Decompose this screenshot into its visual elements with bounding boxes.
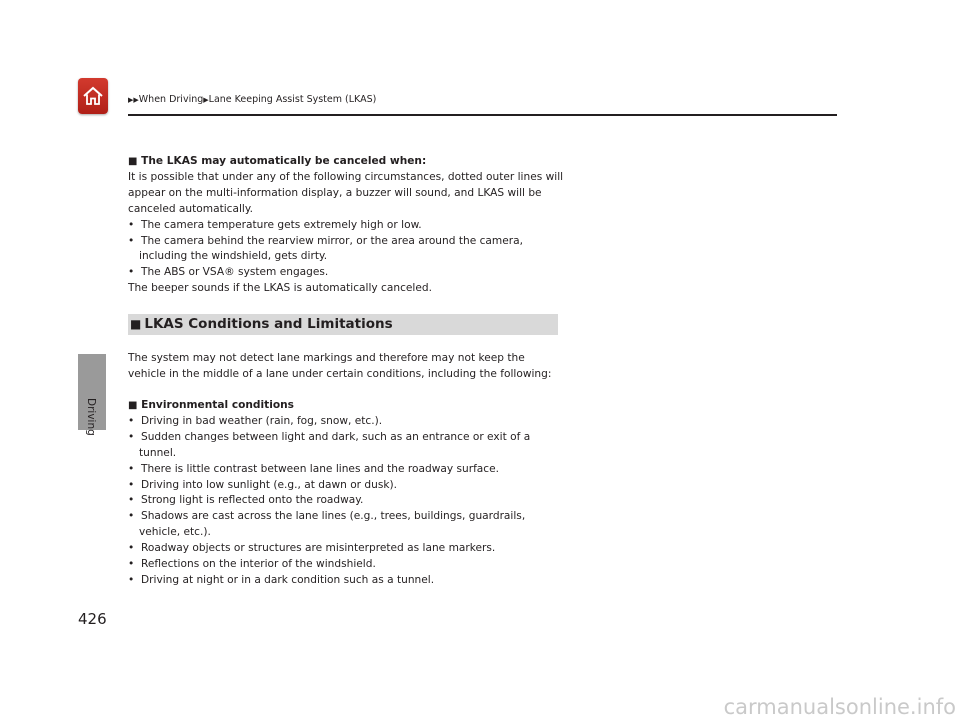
list-item: • Reflections on the interior of the windshield. xyxy=(128,558,376,571)
breadcrumb-when-driving[interactable]: When Driving xyxy=(138,94,204,105)
list-item: • Driving at night or in a dark condition such as a tunnel. xyxy=(128,573,435,586)
list-item: • Sudden changes between light and dark, such as an entrance or exit of a tunnel. xyxy=(128,430,531,459)
list-item: • The camera behind the rearview mirror, or the area around the camera, including the windshield, gets dirty. xyxy=(128,234,523,263)
list-item: • Driving in bad weather (rain, fog, snow, etc.). xyxy=(128,414,383,427)
header-rule xyxy=(128,114,837,116)
square-bullet-icon: ■ xyxy=(130,316,142,331)
breadcrumb-lkas[interactable]: Lane Keeping Assist System (LKAS) xyxy=(208,94,377,105)
cancel-intro: It is possible that under any of the following circumstances, dotted outer lines will appear on the multi-information display, a buzzer will sound, and LKAS will be canceled automatically. xyxy=(128,170,564,215)
watermark: carmanualsonline.info xyxy=(723,695,956,719)
cancel-outro: The beeper sounds if the LKAS is automatically canceled. xyxy=(128,282,432,295)
section-title-bar xyxy=(128,314,558,335)
breadcrumb xyxy=(128,94,376,105)
list-item: • There is little contrast between lane lines and the roadway surface. xyxy=(128,462,500,475)
page-number: 426 xyxy=(78,610,107,628)
breadcrumb-arrow-icon: ▶▶ xyxy=(128,96,139,104)
section-title: LKAS Conditions and Limitations xyxy=(144,315,393,332)
env-heading: ■ Environmental conditions xyxy=(128,398,294,411)
home-icon xyxy=(81,84,105,108)
list-item: • Shadows are cast across the lane lines (e.g., trees, buildings, guardrails, vehicle, etc.). xyxy=(128,510,526,539)
list-item: • The camera temperature gets extremely high or low. xyxy=(128,218,422,231)
list-item: • Strong light is reflected onto the roadway. xyxy=(128,494,364,507)
page-content xyxy=(128,154,564,589)
list-item: • The ABS or VSA® system engages. xyxy=(128,266,329,279)
square-bullet-icon: ■ xyxy=(128,156,138,167)
list-item: • Driving into low sunlight (e.g., at dawn or dusk). xyxy=(128,478,397,491)
breadcrumb-arrow-icon: ▶ xyxy=(203,96,209,104)
limits-intro: The system may not detect lane markings and therefore may not keep the vehicle in the middle of a lane under certain conditions, including the following: xyxy=(128,352,552,381)
home-button[interactable] xyxy=(78,78,108,114)
square-bullet-icon: ■ xyxy=(128,399,138,411)
cancel-heading: ■ The LKAS may automatically be canceled when: xyxy=(128,155,427,167)
list-item: • Roadway objects or structures are misinterpreted as lane markers. xyxy=(128,542,496,555)
